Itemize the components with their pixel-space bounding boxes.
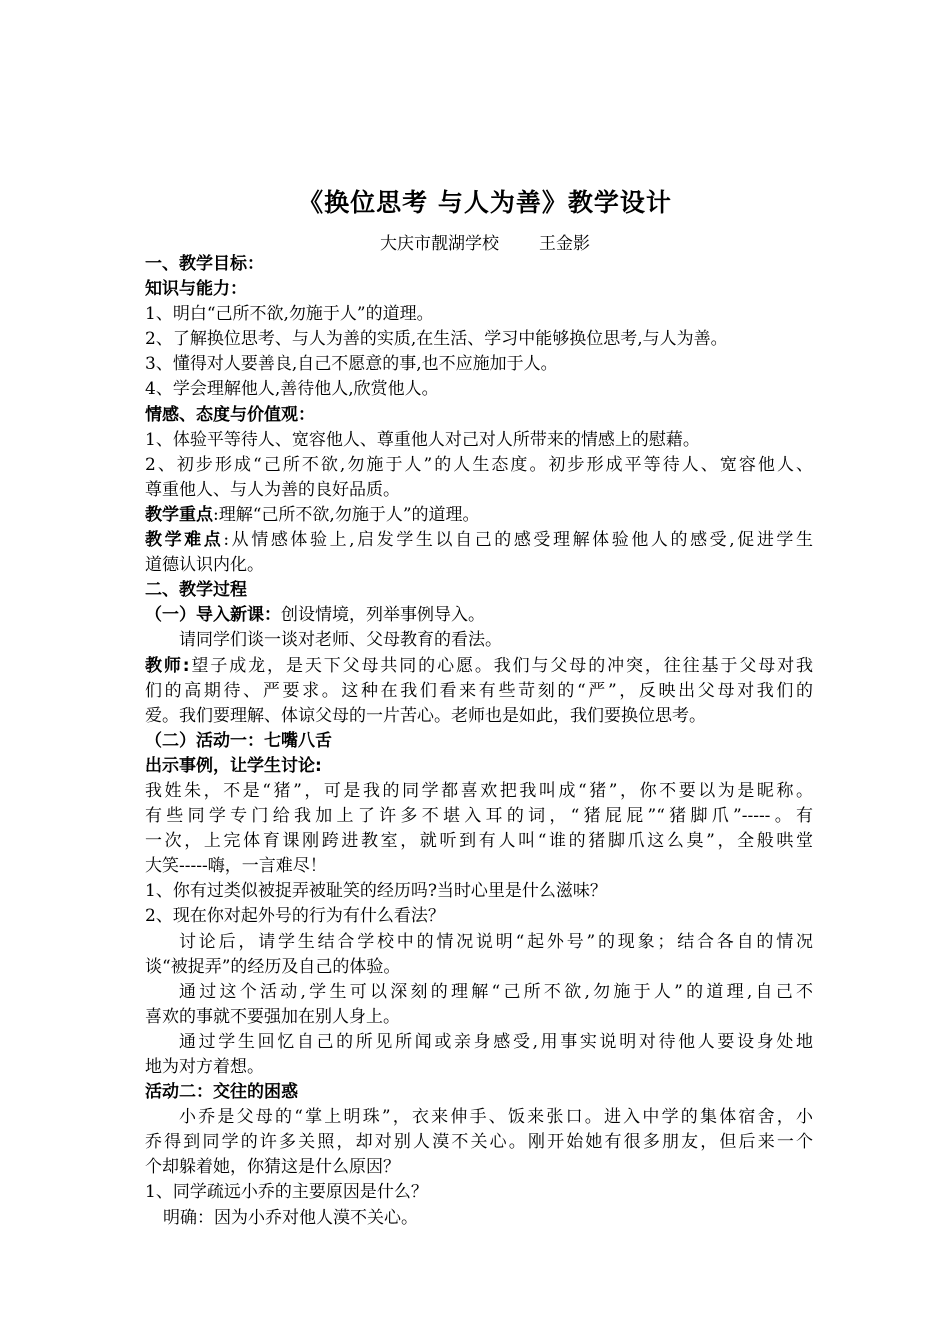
text: :从情感体验上,启发学生以自己的感受理解体验他人的感受,促进学生 [223, 530, 813, 551]
paragraph: 通过这个活动,学生可以深刻的理解“己所不欲,勿施于人”的道理,自己不 [179, 981, 813, 1002]
paragraph: 1、同学疏远小乔的主要原因是什么？ [145, 1182, 428, 1203]
paragraph: 明确：因为小乔对他人漠不关心。 [163, 1207, 418, 1228]
section-heading: 二、教学过程 [145, 580, 247, 601]
text: 创设情境，列举事例导入。 [281, 605, 485, 626]
subsection-heading: 知识与能力： [145, 279, 247, 300]
section-heading: 一、教学目标： [145, 254, 264, 274]
paragraph: 道德认识内化。 [145, 555, 264, 576]
paragraph: 讨论后，请学生结合学校中的情况说明“起外号”的现象；结合各自的情况 [179, 931, 813, 952]
label: 教学重点 [145, 504, 213, 525]
paragraph: 谈“被捉弄”的经历及自己的体验。 [145, 956, 401, 977]
paragraph: 我姓朱，不是“猪”，可是我的同学都喜欢把我叫成“猪”，你不要以为是昵称。 [145, 780, 813, 801]
author-school: 大庆市靓湖学校 [380, 234, 499, 254]
text: 望子成龙，是天下父母共同的心愿。我们与父母的冲突，往往基于父母对我 [189, 655, 813, 676]
paragraph: 尊重他人、与人为善的良好品质。 [145, 479, 400, 500]
paragraph: 喜欢的事就不要强加在别人身上。 [145, 1006, 400, 1027]
subsection-heading: 情感、态度与价值观： [145, 404, 315, 425]
paragraph: 1、明白“己所不欲,勿施于人”的道理。 [145, 304, 434, 325]
author-name: 王金影 [539, 234, 590, 254]
paragraph: 大笑-----嗨，一言难尽！ [145, 856, 327, 877]
paragraph: 2、现在你对起外号的行为有什么看法？ [145, 906, 445, 927]
paragraph: 2、了解换位思考、与人为善的实质,在生活、学习中能够换位思考,与人为善。 [145, 329, 728, 350]
paragraph: 爱。我们要理解、体谅父母的一片苦心。老师也是如此，我们要换位思考。 [145, 705, 706, 726]
paragraph: 1、体验平等待人、宽容他人、尊重他人对己对人所带来的情感上的慰藉。 [145, 429, 700, 450]
paragraph: 有些同学专门给我加上了许多不堪入耳的词，“猪屁屁”“猪脚爪”-----。有 [145, 806, 813, 827]
subsection-heading: 活动二：交往的困惑 [145, 1082, 298, 1103]
paragraph: 2、初步形成“己所不欲,勿施于人”的人生态度。初步形成平等待人、宽容他人、 [145, 454, 813, 475]
label: 教学难点 [145, 530, 224, 551]
label: （一）导入新课： [145, 605, 281, 626]
paragraph: 1、你有过类似被捉弄被耻笑的经历吗?当时心里是什么滋味？ [145, 881, 607, 902]
document-title: 《换位思考 与人为善》教学设计 [298, 188, 672, 217]
subsection-heading: 出示事例，让学生讨论: [145, 755, 322, 776]
paragraph: 3、懂得对人要善良,自己不愿意的事,也不应施加于人。 [145, 354, 558, 375]
author-line [0, 229, 950, 254]
paragraph: 通过学生回忆自己的所见所闻或亲身感受,用事实说明对待他人要设身处地 [179, 1031, 813, 1052]
paragraph [145, 503, 813, 528]
paragraph: 小乔是父母的“掌上明珠”，衣来伸手、饭来张口。进入中学的集体宿舍，小 [179, 1107, 813, 1128]
paragraph: 们的高期待、严要求。这种在我们看来有些苛刻的“严”，反映出父母对我们的 [145, 680, 813, 701]
text: :理解“己所不欲,勿施于人”的道理。 [213, 504, 480, 525]
paragraph: 请同学们谈一谈对老师、父母教育的看法。 [179, 630, 502, 651]
document-body [145, 252, 813, 1231]
paragraph: 地为对方着想。 [145, 1057, 264, 1077]
paragraph: 个却躲着她，你猜这是什么原因？ [145, 1157, 400, 1178]
subsection-heading: （二）活动一：七嘴八舌 [145, 730, 332, 751]
label: 教师: [145, 655, 190, 676]
paragraph: 4、学会理解他人,善待他人,欣赏他人。 [145, 379, 439, 400]
paragraph: 乔得到同学的许多关照，却对别人漠不关心。刚开始她有很多朋友，但后来一个 [145, 1132, 813, 1153]
paragraph [145, 603, 813, 628]
paragraph [145, 654, 813, 679]
paragraph: 一次，上完体育课刚跨进教室，就听到有人叫“谁的猪脚爪这么臭”，全般哄堂 [145, 831, 813, 852]
paragraph [145, 528, 813, 553]
